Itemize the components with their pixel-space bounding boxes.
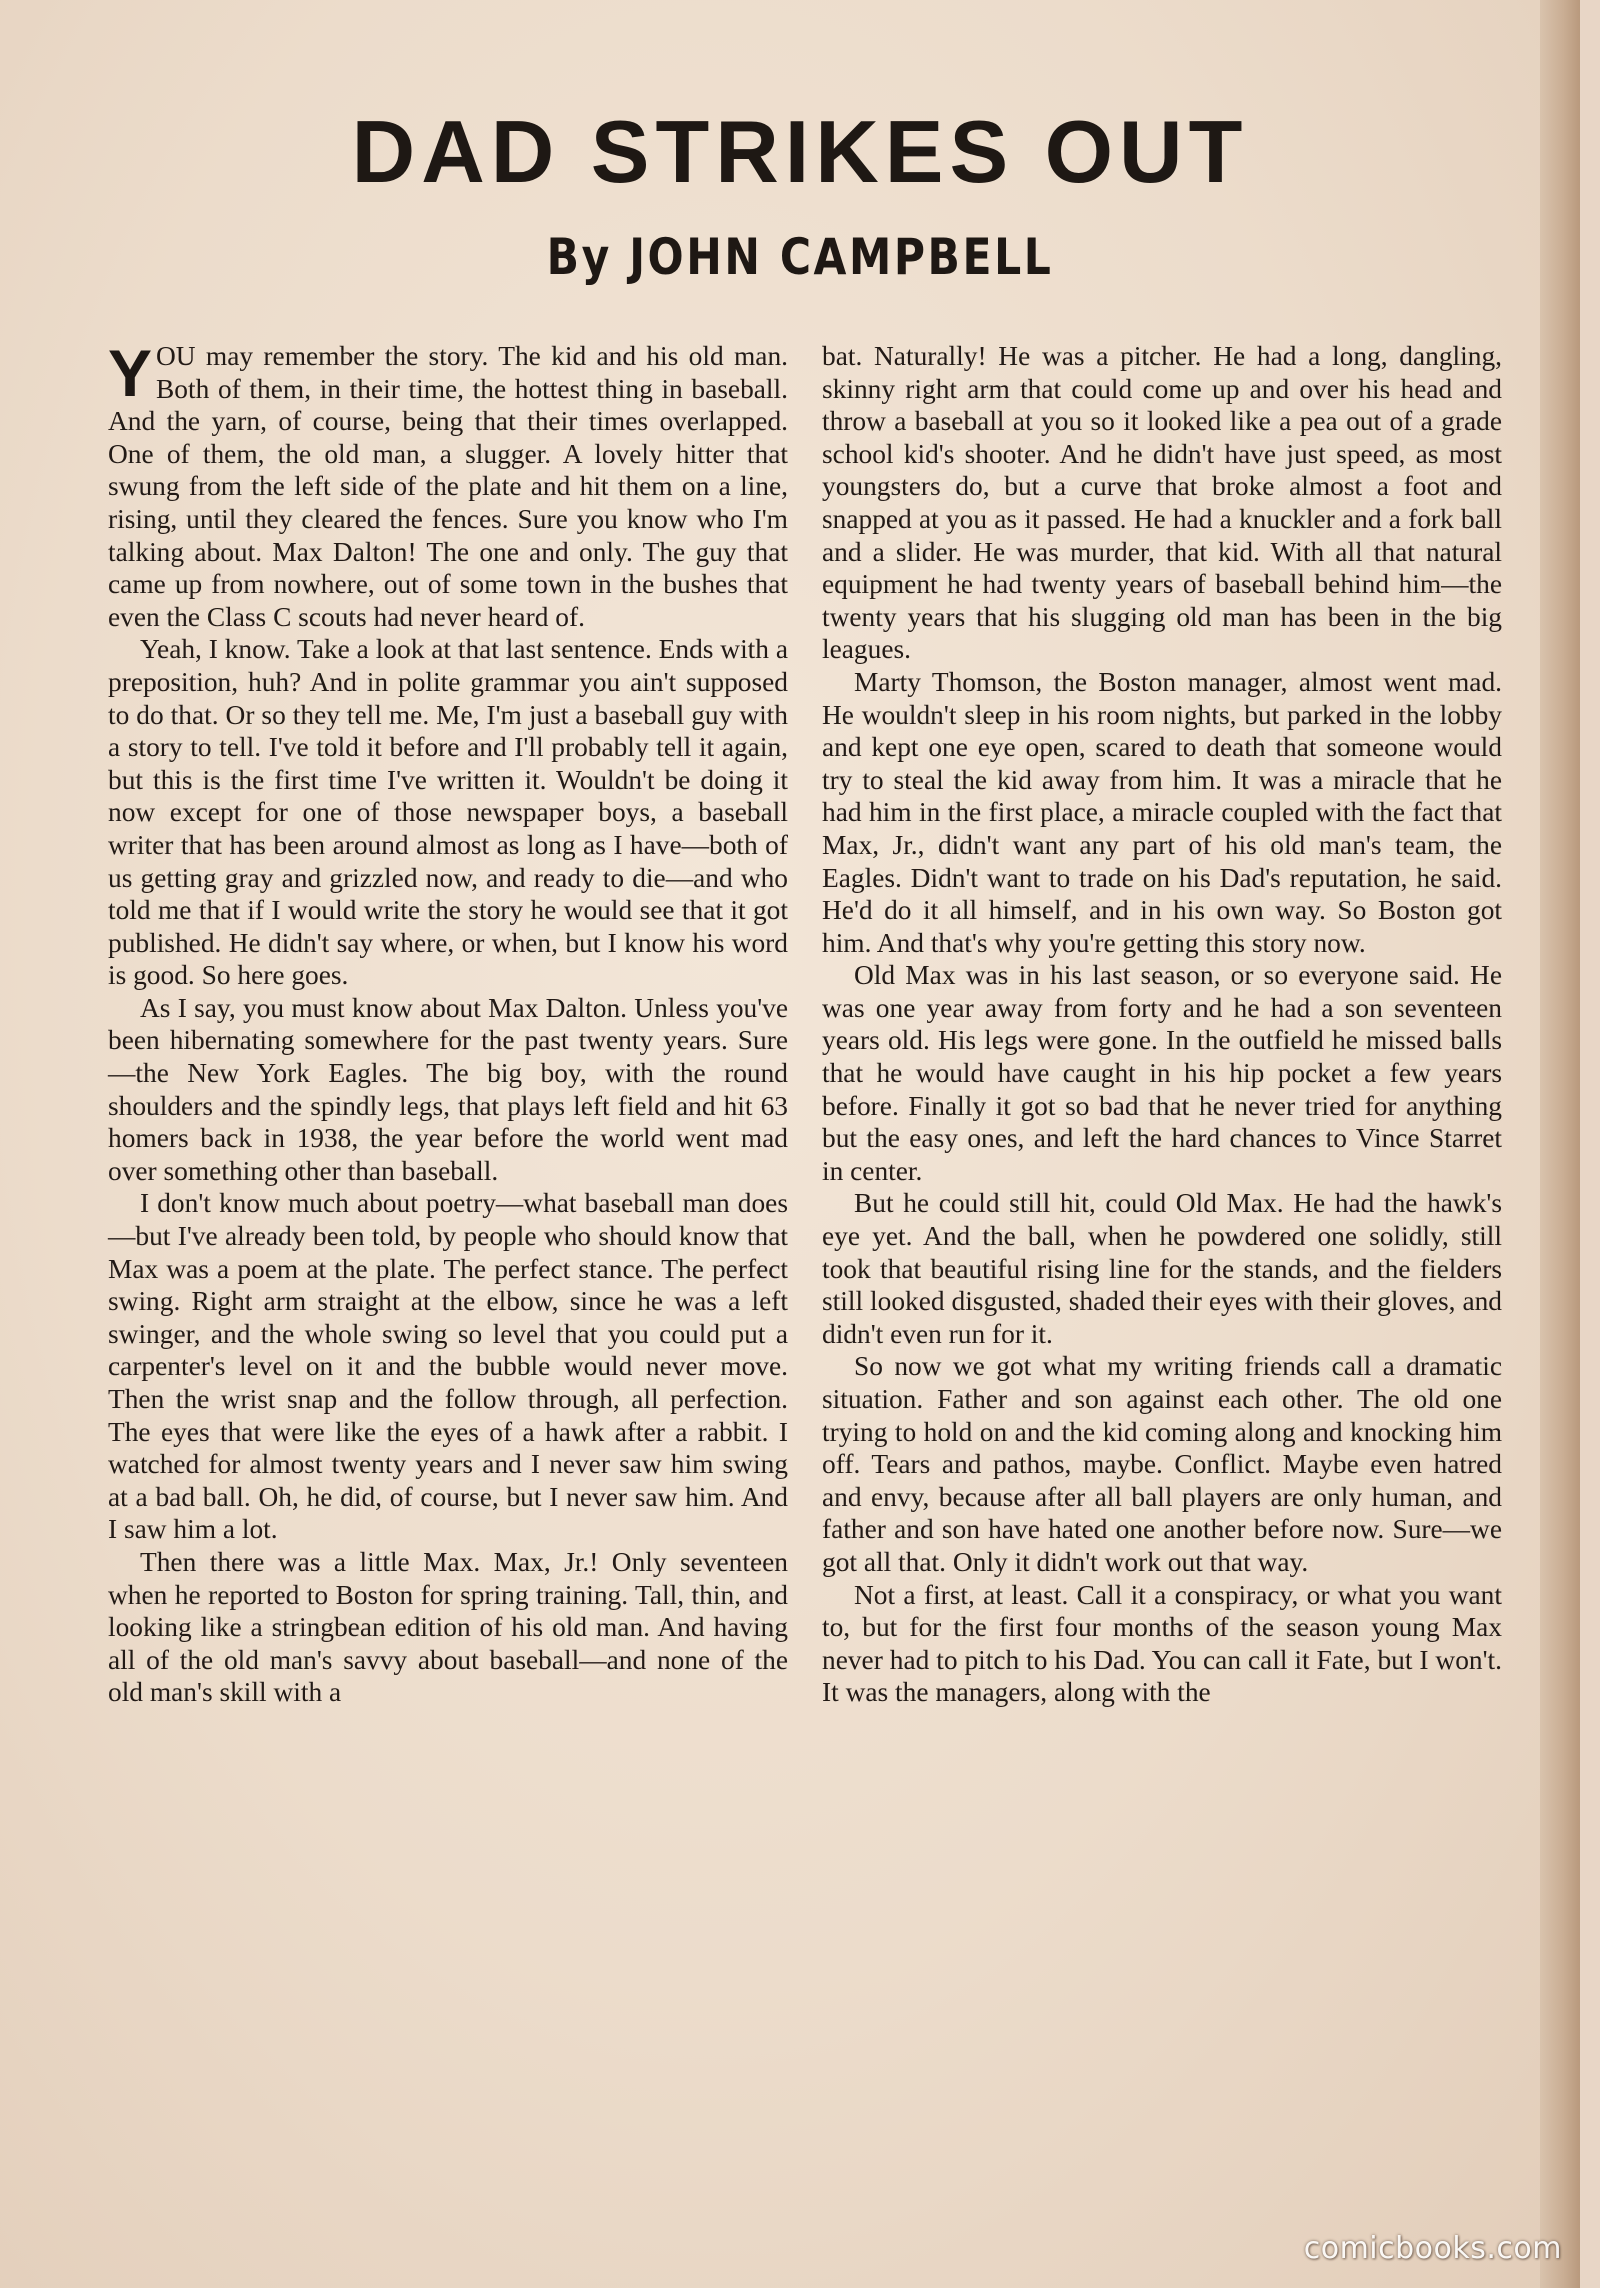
page-spine-edge — [1540, 0, 1580, 2288]
paragraph: Old Max was in his last season, or so everyone said. He was one year away from forty and he had a son seventeen years old. His legs were gone. In the outfield he missed balls that he would have caught in his hip pocket a few years before. Finally it got so bad that he never tried for anything but the easy ones, and left the hard chances to Vince Starret in center. — [822, 960, 1502, 1186]
left-text-column — [108, 336, 788, 1709]
paragraph: Yeah, I know. Take a look at that last sentence. Ends with a preposition, huh? And in polite grammar you ain't supposed to do that. Or so they tell me. Me, I'm just a baseball guy with a story to tell. I've told it before and I'll probably tell it again, but this is the first time I've written it. Wouldn't be doing it now except for one of those newspaper boys, a baseball writer that has been around almost as long as I have—both of us getting gray and grizzled now, and ready to die—and who told me that if I would write the story he would see that it got published. He didn't say where, or when, but I know his word is good. So here goes. — [108, 634, 788, 991]
article-title: DAD STRIKES OUT — [351, 102, 1249, 201]
paragraph — [108, 336, 788, 633]
paragraph: As I say, you must know about Max Dalton. Unless you've been hibernating somewhere for the past twenty years. Sure—the New York Eagles. The big boy, with the round shoulders and the spindly legs, that plays left field and hit 63 homers back in 1938, the year before the world went mad over something other than baseball. — [108, 992, 788, 1186]
paragraph: Marty Thomson, the Boston manager, almost went mad. He wouldn't sleep in his room nights, but parked in the lobby and kept one eye open, scared to death that someone would try to steal the kid away from him. It was a miracle that he had him in the first place, a miracle coupled with the fact that Max, Jr., didn't want any part of his old man's team, the Eagles. Didn't want to trade on his Dad's reputation, he said. He'd do it all himself, and in his own way. So Boston got him. And that's why you're getting this story now. — [822, 666, 1502, 958]
paragraph: Not a first, at least. Call it a conspiracy, or what you want to, but for the first four months of the season young Max never had to pitch to his Dad. You can call it Fate, but I won't. It was the managers, along with the — [822, 1579, 1502, 1708]
paragraph: Then there was a little Max. Max, Jr.! Only seventeen when he reported to Boston for spring training. Tall, thin, and looking like a stringbean edition of his old man. And having all of the old man's savvy about baseball—and none of the old man's skill with a — [108, 1546, 788, 1708]
article-byline: By JOHN CAMPBELL — [546, 228, 1054, 286]
paragraph: bat. Naturally! He was a pitcher. He had a long, dangling, skinny right arm that could come up and over his head and throw a baseball at you so it looked like a pea out of a grade school kid's shooter. And he didn't have just speed, as most youngsters do, but a curve that broke almost a foot and snapped at you as it passed. He had a knuckler and a fork ball and a slider. He was murder, that kid. With all that natural equipment he had twenty years of baseball behind him—the twenty years that his slugging old man has been in the big leagues. — [822, 341, 1502, 665]
paragraph: I don't know much about poetry—what baseball man does—but I've already been told, by people who should know that Max was a poem at the plate. The perfect stance. The perfect swing. Right arm straight at the elbow, since he was a left swinger, and the whole swing so level that you could put a carpenter's level on it and the bubble would never move. Then the wrist snap and the follow through, all perfection. The eyes that were like the eyes of a hawk after a rabbit. I watched for almost twenty years and I never saw him swing at a bad ball. Oh, he did, of course, but I never saw him. And I saw him a lot. — [108, 1188, 788, 1545]
paragraph: So now we got what my writing friends call a dramatic situation. Father and son against each other. The old one trying to hold on and the kid coming along and knocking him off. Tears and pathos, maybe. Conflict. Maybe even hatred and envy, because after all ball players are only human, and father and son have hated one another before now. Sure—we got all that. Only it didn't work out that way. — [822, 1351, 1502, 1577]
paragraph: But he could still hit, could Old Max. He had the hawk's eye yet. And the ball, when he powdered one solidly, still took that beautiful rising line for the stands, and the fielders still looked disgusted, shaded their eyes with their gloves, and didn't even run for it. — [822, 1188, 1502, 1349]
right-text-column — [822, 340, 1502, 1709]
site-watermark: comicbooks.com — [1303, 2231, 1562, 2266]
paragraph-text: OU may remember the story. The kid and his old man. Both of them, in their time, the hottest thing in baseball. And the yarn, of course, being that their times overlapped. One of them, the old man, a slugger. A lovely hitter that swung from the left side of the plate and hit them on a line, rising, until they cleared the fences. Sure you know who I'm talking about. Max Dalton! The one and only. The guy that came up from nowhere, out of some town in the bushes that even the Class C scouts had never heard of. — [108, 341, 788, 632]
drop-cap: Y — [108, 336, 153, 410]
